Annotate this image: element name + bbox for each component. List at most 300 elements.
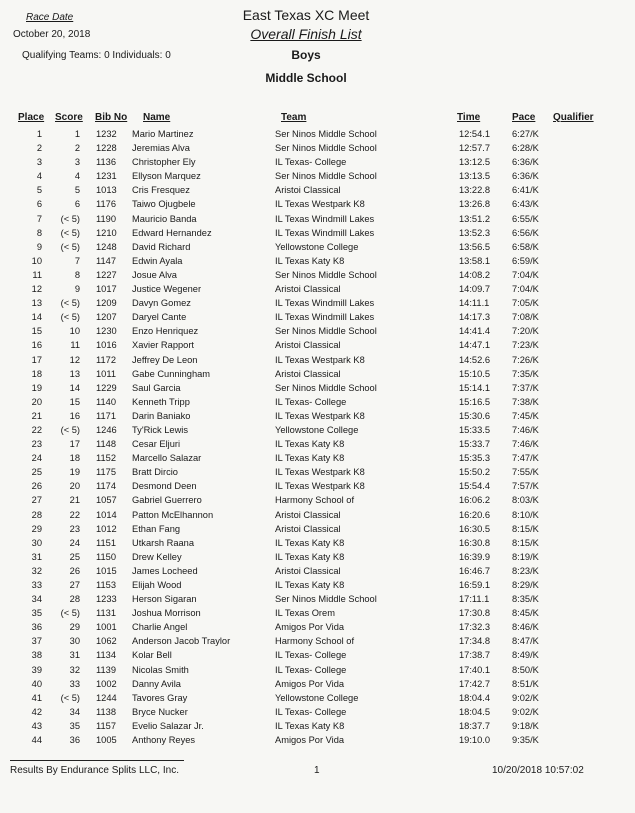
cell-team: Aristoi Classical xyxy=(275,284,341,295)
meet-title: East Texas XC Meet xyxy=(242,7,370,23)
cell-place: 12 xyxy=(31,284,42,295)
cell-team: Ser Ninos Middle School xyxy=(275,129,377,139)
cell-place: 10 xyxy=(31,255,42,266)
cell-pace: 7:26/K xyxy=(512,354,539,365)
table-row xyxy=(0,324,635,338)
cell-pace: 7:04/K xyxy=(512,269,539,280)
cell-name: Bryce Nucker xyxy=(132,706,188,717)
cell-team: Ser Ninos Middle School xyxy=(275,382,377,393)
cell-bib: 1136 xyxy=(96,157,116,168)
cell-time: 15:16.5 xyxy=(459,396,491,407)
cell-name: Mario Martinez xyxy=(132,129,194,139)
cell-time: 12:54.1 xyxy=(459,129,491,139)
cell-place: 25 xyxy=(31,467,42,478)
cell-pace: 7:46/K xyxy=(512,439,539,450)
cell-time: 16:46.7 xyxy=(459,565,491,576)
cell-team: IL Texas Katy K8 xyxy=(275,537,345,548)
cell-time: 13:56.5 xyxy=(459,241,491,252)
cell-place: 6 xyxy=(36,199,42,210)
cell-pace: 6:58/K xyxy=(512,241,539,252)
cell-name: Justice Wegener xyxy=(132,284,202,295)
cell-bib: 1139 xyxy=(96,664,116,675)
cell-score: (< 5) xyxy=(60,608,80,619)
table-row xyxy=(0,183,635,197)
cell-pace: 8:23/K xyxy=(512,565,539,576)
cell-time: 15:50.2 xyxy=(459,467,491,478)
cell-score: (< 5) xyxy=(60,692,80,703)
cell-pace: 6:59/K xyxy=(512,255,539,266)
cell-team: Ser Ninos Middle School xyxy=(275,326,377,337)
cell-time: 15:35.3 xyxy=(459,453,491,464)
cell-place: 30 xyxy=(31,537,42,548)
cell-pace: 9:02/K xyxy=(512,706,539,717)
table-row xyxy=(0,240,635,254)
cell-time: 13:12.5 xyxy=(459,157,491,168)
cell-name: Anthony Reyes xyxy=(132,735,196,746)
cell-time: 18:04.4 xyxy=(459,692,491,703)
cell-name: Joshua Morrison xyxy=(132,608,201,619)
cell-place: 27 xyxy=(31,495,42,506)
column-header-time: Time xyxy=(457,112,481,123)
cell-score: 7 xyxy=(74,255,80,266)
cell-score: 6 xyxy=(74,199,80,210)
cell-time: 14:41.4 xyxy=(459,326,491,337)
cell-team: Aristoi Classical xyxy=(275,185,341,196)
cell-score: 29 xyxy=(69,622,80,633)
cell-pace: 9:02/K xyxy=(512,692,539,703)
cell-score: 5 xyxy=(74,185,80,196)
cell-time: 15:33.5 xyxy=(459,424,491,435)
column-header-pace: Pace xyxy=(512,112,536,123)
cell-team: IL Texas- College xyxy=(275,396,347,407)
cell-name: Desmond Deen xyxy=(132,481,197,492)
cell-score: 8 xyxy=(74,269,80,280)
cell-name: Evelio Salazar Jr. xyxy=(132,720,204,731)
cell-place: 44 xyxy=(31,735,42,746)
cell-time: 12:57.7 xyxy=(459,143,491,154)
cell-time: 18:04.5 xyxy=(459,706,491,717)
cell-bib: 1140 xyxy=(96,396,116,407)
cell-place: 5 xyxy=(36,185,42,196)
cell-bib: 1148 xyxy=(96,439,116,450)
cell-score: (< 5) xyxy=(60,213,80,224)
cell-name: Patton McElhannon xyxy=(132,509,214,520)
gender-heading: Boys xyxy=(291,48,321,62)
cell-place: 28 xyxy=(31,509,42,520)
footer-rule xyxy=(10,760,184,761)
footer-printed-at: 10/20/2018 10:57:02 xyxy=(492,765,584,776)
results-table-body xyxy=(0,127,635,747)
cell-name: Enzo Henriquez xyxy=(132,326,199,337)
cell-name: Drew Kelley xyxy=(132,551,182,562)
cell-time: 14:08.2 xyxy=(459,269,491,280)
cell-bib: 1232 xyxy=(96,129,117,139)
cell-pace: 7:55/K xyxy=(512,467,539,478)
column-header-name: Name xyxy=(143,112,171,123)
table-row xyxy=(0,338,635,352)
cell-bib: 1227 xyxy=(96,269,117,280)
cell-name: Edward Hernandez xyxy=(132,227,212,238)
cell-time: 14:17.3 xyxy=(459,312,491,323)
cell-score: 35 xyxy=(69,720,80,731)
cell-score: 32 xyxy=(69,664,80,675)
cell-place: 13 xyxy=(31,298,42,309)
cell-time: 14:52.6 xyxy=(459,354,491,365)
cell-bib: 1016 xyxy=(96,340,117,351)
cell-place: 4 xyxy=(36,171,42,182)
cell-bib: 1002 xyxy=(96,678,117,689)
cell-bib: 1138 xyxy=(96,706,116,717)
cell-name: Marcello Salazar xyxy=(132,453,202,464)
cell-pace: 6:28/K xyxy=(512,143,539,154)
cell-score: 4 xyxy=(74,171,80,182)
cell-team: IL Texas Windmill Lakes xyxy=(275,227,375,238)
cell-bib: 1017 xyxy=(96,284,117,295)
cell-pace: 8:50/K xyxy=(512,664,539,675)
cell-bib: 1228 xyxy=(96,143,117,154)
table-row xyxy=(0,733,635,747)
cell-time: 14:09.7 xyxy=(459,284,491,295)
cell-time: 17:42.7 xyxy=(459,678,491,689)
cell-bib: 1152 xyxy=(96,453,116,464)
race-date-label: Race Date xyxy=(26,12,74,23)
cell-team: IL Texas Windmill Lakes xyxy=(275,298,375,309)
cell-time: 16:30.5 xyxy=(459,523,491,534)
cell-place: 21 xyxy=(31,410,42,421)
cell-bib: 1229 xyxy=(96,382,117,393)
cell-pace: 9:18/K xyxy=(512,720,539,731)
table-row xyxy=(0,620,635,634)
cell-place: 15 xyxy=(31,326,42,337)
footer-vendor: Results By Endurance Splits LLC, Inc. xyxy=(10,765,179,776)
footer-page-number: 1 xyxy=(314,765,320,776)
cell-bib: 1131 xyxy=(96,608,116,619)
cell-score: 10 xyxy=(69,326,80,337)
cell-team: IL Texas Katy K8 xyxy=(275,720,345,731)
cell-time: 14:47.1 xyxy=(459,340,491,351)
cell-bib: 1175 xyxy=(96,467,116,478)
cell-pace: 7:20/K xyxy=(512,326,539,337)
cell-time: 13:13.5 xyxy=(459,171,491,182)
cell-team: IL Texas Westpark K8 xyxy=(275,410,365,421)
cell-pace: 7:05/K xyxy=(512,298,539,309)
cell-place: 36 xyxy=(31,622,42,633)
cell-score: 24 xyxy=(69,537,80,548)
column-header-team: Team xyxy=(281,112,307,123)
cell-time: 13:52.3 xyxy=(459,227,491,238)
cell-pace: 6:27/K xyxy=(512,129,539,139)
cell-pace: 8:51/K xyxy=(512,678,539,689)
cell-time: 15:54.4 xyxy=(459,481,491,492)
cell-team: IL Texas Katy K8 xyxy=(275,580,345,590)
cell-bib: 1174 xyxy=(96,481,116,492)
cell-score: 23 xyxy=(69,523,80,534)
cell-name: Danny Avila xyxy=(132,678,181,689)
cell-team: IL Texas Katy K8 xyxy=(275,551,345,562)
list-title: Overall Finish List xyxy=(250,26,362,42)
cell-name: Saul Garcia xyxy=(132,382,181,393)
table-row xyxy=(0,634,635,648)
cell-team: Aristoi Classical xyxy=(275,523,341,534)
cell-bib: 1210 xyxy=(96,227,117,238)
cell-bib: 1150 xyxy=(96,551,116,562)
cell-place: 8 xyxy=(36,227,42,238)
cell-score: (< 5) xyxy=(60,227,80,238)
table-row xyxy=(0,141,635,155)
cell-team: Aristoi Classical xyxy=(275,565,341,576)
cell-time: 17:34.8 xyxy=(459,636,491,647)
cell-name: Edwin Ayala xyxy=(132,255,183,266)
cell-pace: 6:36/K xyxy=(512,171,539,182)
cell-place: 9 xyxy=(36,241,42,252)
cell-score: 19 xyxy=(69,467,80,478)
table-row xyxy=(0,691,635,705)
table-row xyxy=(0,169,635,183)
table-row xyxy=(0,522,635,536)
cell-team: Aristoi Classical xyxy=(275,368,341,379)
cell-bib: 1011 xyxy=(96,368,116,379)
cell-pace: 8:46/K xyxy=(512,622,539,633)
table-row xyxy=(0,451,635,465)
column-header-bib: Bib No xyxy=(95,112,128,123)
cell-name: Charlie Angel xyxy=(132,622,188,633)
table-row xyxy=(0,381,635,395)
cell-name: Daryel Cante xyxy=(132,312,187,323)
cell-bib: 1015 xyxy=(96,565,117,576)
cell-name: Kenneth Tripp xyxy=(132,396,190,407)
cell-place: 37 xyxy=(31,636,42,647)
column-header-qualifier: Qualifier xyxy=(553,112,594,123)
cell-place: 35 xyxy=(31,608,42,619)
cell-pace: 8:15/K xyxy=(512,537,539,548)
cell-place: 20 xyxy=(31,396,42,407)
cell-team: IL Texas Katy K8 xyxy=(275,453,345,464)
cell-time: 15:30.6 xyxy=(459,410,491,421)
cell-place: 3 xyxy=(36,157,42,168)
cell-place: 26 xyxy=(31,481,42,492)
table-row xyxy=(0,648,635,662)
table-row xyxy=(0,367,635,381)
cell-bib: 1062 xyxy=(96,636,117,647)
cell-place: 22 xyxy=(31,424,42,435)
table-row xyxy=(0,550,635,564)
cell-score: 2 xyxy=(74,143,80,154)
cell-score: 9 xyxy=(74,284,80,295)
cell-pace: 7:37/K xyxy=(512,382,539,393)
cell-team: IL Texas Westpark K8 xyxy=(275,199,365,210)
table-row xyxy=(0,395,635,409)
cell-score: 15 xyxy=(69,396,80,407)
cell-time: 17:30.8 xyxy=(459,608,491,619)
cell-time: 17:40.1 xyxy=(459,664,491,675)
cell-time: 15:14.1 xyxy=(459,382,491,393)
table-row xyxy=(0,197,635,211)
cell-pace: 7:46/K xyxy=(512,424,539,435)
cell-name: Kolar Bell xyxy=(132,650,172,661)
table-row xyxy=(0,437,635,451)
cell-place: 11 xyxy=(32,269,42,280)
table-row xyxy=(0,536,635,550)
table-row xyxy=(0,493,635,507)
cell-team: IL Texas Windmill Lakes xyxy=(275,213,375,224)
cell-time: 16:39.9 xyxy=(459,551,491,562)
cell-score: 36 xyxy=(69,735,80,746)
cell-bib: 1207 xyxy=(96,312,117,323)
cell-place: 18 xyxy=(31,368,42,379)
table-row xyxy=(0,508,635,522)
cell-score: (< 5) xyxy=(60,241,80,252)
cell-pace: 7:35/K xyxy=(512,368,539,379)
table-row xyxy=(0,719,635,733)
cell-team: Ser Ninos Middle School xyxy=(275,269,377,280)
table-row xyxy=(0,254,635,268)
cell-name: Ethan Fang xyxy=(132,523,181,534)
cell-pace: 6:43/K xyxy=(512,199,539,210)
cell-score: 33 xyxy=(69,678,80,689)
cell-name: Ellyson Marquez xyxy=(132,171,201,182)
cell-pace: 7:08/K xyxy=(512,312,539,323)
cell-place: 32 xyxy=(31,565,42,576)
cell-team: Ser Ninos Middle School xyxy=(275,171,377,182)
cell-team: Aristoi Classical xyxy=(275,509,341,520)
cell-name: Cesar Eljuri xyxy=(132,439,181,450)
cell-time: 16:30.8 xyxy=(459,537,491,548)
cell-time: 16:06.2 xyxy=(459,495,491,506)
cell-pace: 8:19/K xyxy=(512,551,539,562)
table-row xyxy=(0,479,635,493)
cell-time: 17:32.3 xyxy=(459,622,491,633)
cell-pace: 8:10/K xyxy=(512,509,539,520)
cell-name: Jeremias Alva xyxy=(132,143,190,154)
cell-team: IL Texas Katy K8 xyxy=(275,439,345,450)
cell-score: 11 xyxy=(70,340,80,351)
cell-score: (< 5) xyxy=(60,424,80,435)
cell-score: 34 xyxy=(69,706,80,717)
cell-name: Davyn Gomez xyxy=(132,298,191,309)
division-heading: Middle School xyxy=(265,71,347,85)
cell-team: IL Texas Orem xyxy=(275,608,335,619)
cell-time: 15:10.5 xyxy=(459,368,491,379)
cell-bib: 1209 xyxy=(96,298,117,309)
cell-score: 28 xyxy=(69,594,80,605)
cell-bib: 1233 xyxy=(96,594,117,605)
cell-name: Taiwo Ojugbele xyxy=(132,199,196,210)
cell-score: 1 xyxy=(74,129,80,139)
cell-score: 18 xyxy=(69,453,80,464)
cell-pace: 7:45/K xyxy=(512,410,539,421)
cell-bib: 1153 xyxy=(96,580,116,590)
table-row xyxy=(0,353,635,367)
cell-name: Herson Sigaran xyxy=(132,594,197,605)
cell-place: 1 xyxy=(36,129,42,139)
cell-team: Yellowstone College xyxy=(275,692,359,703)
cell-name: Gabriel Guerrero xyxy=(132,495,202,506)
cell-time: 15:33.7 xyxy=(459,439,491,450)
cell-team: Yellowstone College xyxy=(275,424,359,435)
cell-place: 33 xyxy=(31,580,42,590)
cell-pace: 7:47/K xyxy=(512,453,539,464)
cell-pace: 9:35/K xyxy=(512,735,539,746)
cell-pace: 8:03/K xyxy=(512,495,539,506)
cell-score: 27 xyxy=(69,580,80,590)
cell-name: Mauricio Banda xyxy=(132,213,197,224)
cell-bib: 1014 xyxy=(96,509,117,520)
cell-team: Ser Ninos Middle School xyxy=(275,143,377,154)
cell-pace: 8:29/K xyxy=(512,580,539,590)
cell-pace: 7:38/K xyxy=(512,396,539,407)
cell-team: Yellowstone College xyxy=(275,241,359,252)
table-row xyxy=(0,705,635,719)
cell-bib: 1172 xyxy=(96,354,116,365)
cell-bib: 1244 xyxy=(96,692,117,703)
cell-score: 20 xyxy=(69,481,80,492)
cell-name: James Locheed xyxy=(132,565,198,576)
cell-score: 21 xyxy=(69,495,80,506)
cell-score: 3 xyxy=(74,157,80,168)
cell-bib: 1157 xyxy=(96,720,116,731)
table-row xyxy=(0,677,635,691)
cell-score: (< 5) xyxy=(60,298,80,309)
column-header-score: Score xyxy=(55,112,83,123)
cell-team: IL Texas- College xyxy=(275,664,347,675)
cell-place: 31 xyxy=(31,551,42,562)
cell-team: Ser Ninos Middle School xyxy=(275,594,377,605)
cell-pace: 7:23/K xyxy=(512,340,539,351)
cell-place: 24 xyxy=(31,453,42,464)
cell-pace: 8:47/K xyxy=(512,636,539,647)
table-row xyxy=(0,310,635,324)
cell-score: (< 5) xyxy=(60,312,80,323)
cell-team: IL Texas Westpark K8 xyxy=(275,467,365,478)
cell-score: 13 xyxy=(69,368,80,379)
cell-score: 22 xyxy=(69,509,80,520)
cell-place: 40 xyxy=(31,678,42,689)
cell-score: 25 xyxy=(69,551,80,562)
cell-time: 13:26.8 xyxy=(459,199,491,210)
cell-place: 34 xyxy=(31,594,42,605)
cell-name: Ty'Rick Lewis xyxy=(132,424,189,435)
cell-team: Amigos Por Vida xyxy=(275,735,345,746)
cell-name: Gabe Cunningham xyxy=(132,368,211,379)
cell-pace: 8:49/K xyxy=(512,650,539,661)
cell-team: Harmony School of xyxy=(275,636,355,647)
cell-place: 2 xyxy=(36,143,42,154)
cell-team: IL Texas Windmill Lakes xyxy=(275,312,375,323)
cell-time: 19:10.0 xyxy=(459,735,491,746)
cell-place: 29 xyxy=(31,523,42,534)
cell-place: 14 xyxy=(31,312,42,323)
cell-bib: 1176 xyxy=(96,199,116,210)
cell-team: IL Texas- College xyxy=(275,157,347,168)
cell-place: 23 xyxy=(31,439,42,450)
table-row xyxy=(0,268,635,282)
cell-pace: 7:04/K xyxy=(512,284,539,295)
cell-time: 13:51.2 xyxy=(459,213,491,224)
cell-place: 17 xyxy=(31,354,42,365)
cell-score: 30 xyxy=(69,636,80,647)
cell-time: 13:58.1 xyxy=(459,255,491,266)
cell-team: IL Texas Westpark K8 xyxy=(275,481,365,492)
table-row xyxy=(0,282,635,296)
cell-name: Jeffrey De Leon xyxy=(132,354,198,365)
cell-bib: 1134 xyxy=(96,650,116,661)
cell-time: 17:38.7 xyxy=(459,650,491,661)
cell-team: Aristoi Classical xyxy=(275,340,341,351)
cell-name: Bratt Dircio xyxy=(132,467,178,478)
table-row xyxy=(0,212,635,226)
cell-bib: 1171 xyxy=(96,410,116,421)
table-row xyxy=(0,465,635,479)
